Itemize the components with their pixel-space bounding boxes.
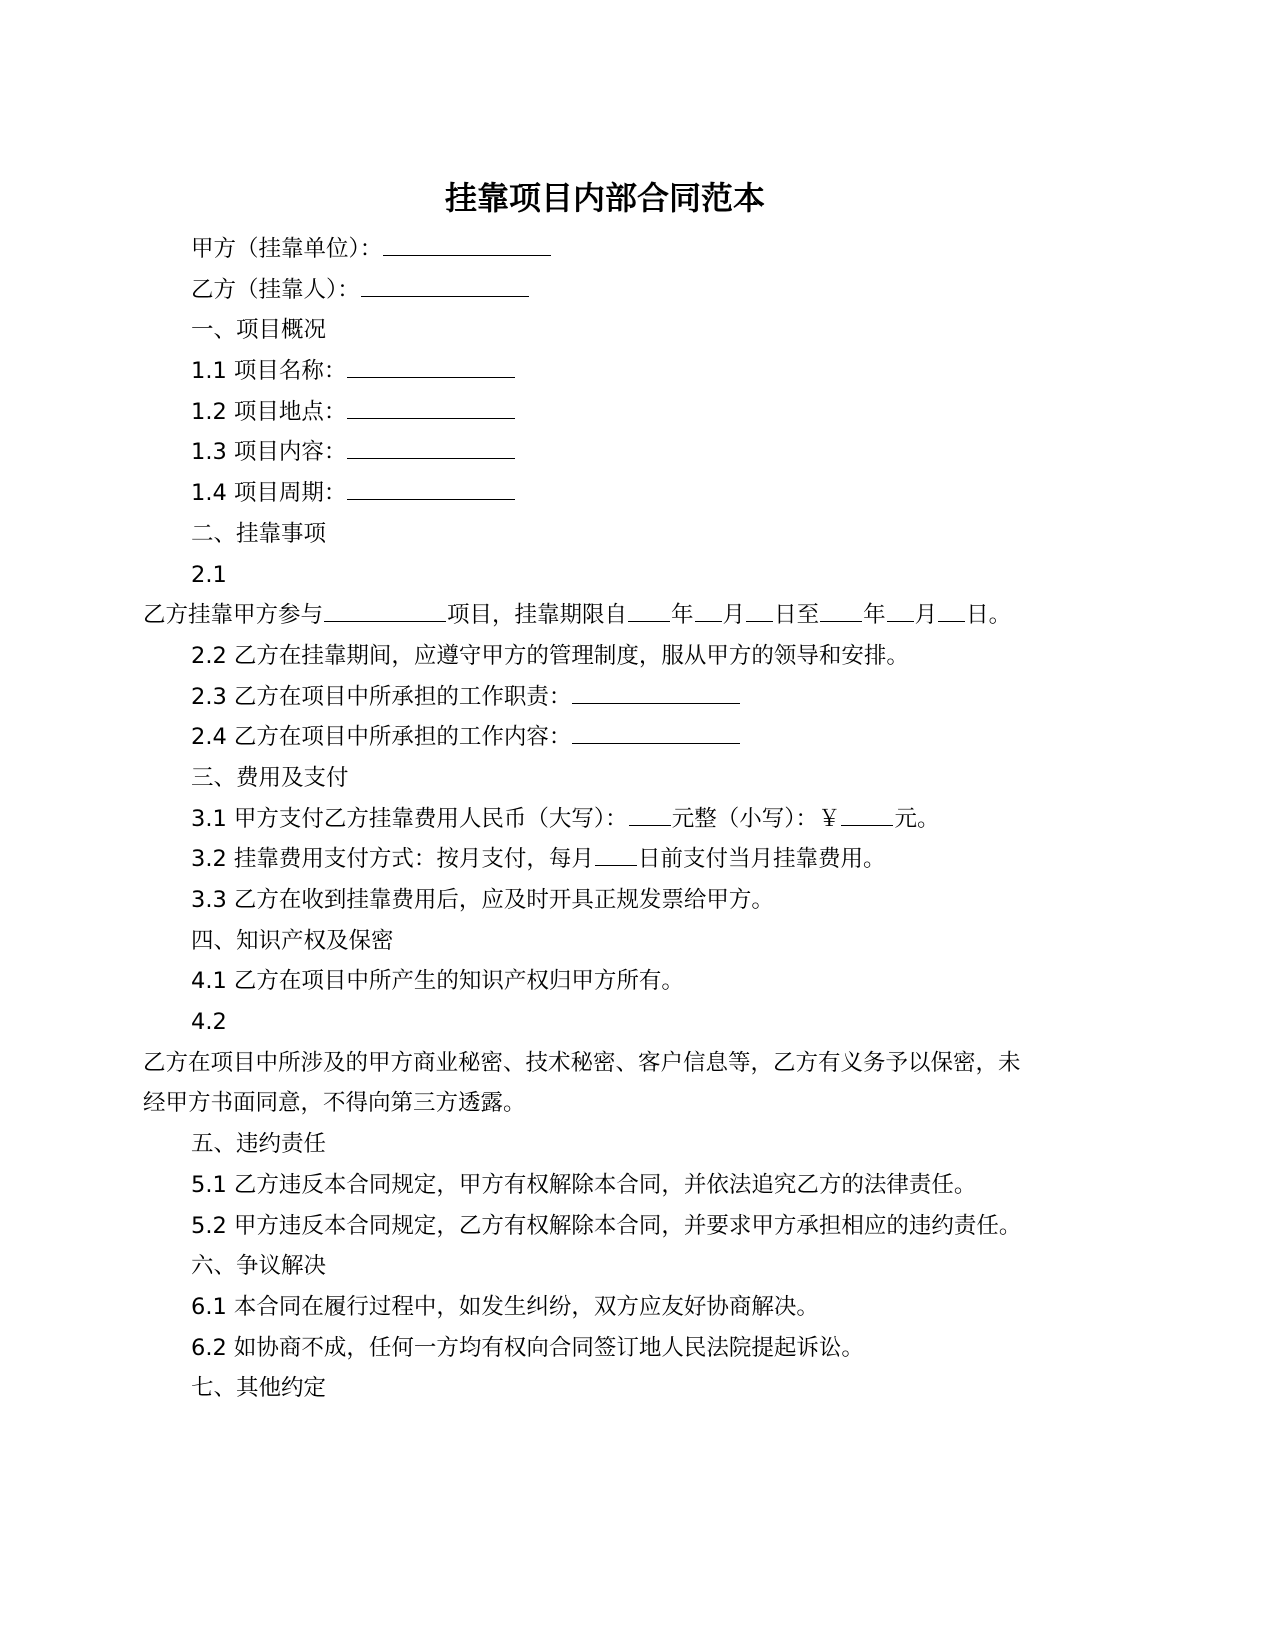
item-3-1	[143, 799, 1123, 840]
item-2-3-label: 2.3 乙方在项目中所承担的工作职责：	[191, 683, 572, 710]
project-blank[interactable]	[324, 595, 446, 622]
amount-number-blank[interactable]	[841, 799, 893, 826]
section-6-heading: 六、争议解决	[191, 1253, 327, 1280]
end-day-blank[interactable]	[938, 595, 965, 622]
start-day-blank[interactable]	[746, 595, 773, 622]
item-2-3	[143, 677, 1123, 718]
section-7-heading: 七、其他约定	[191, 1375, 327, 1402]
item-4-2-line-2: 经甲方书面同意，不得向第三方透露。	[143, 1090, 526, 1117]
work-content-blank[interactable]	[572, 717, 740, 744]
start-month-blank[interactable]	[695, 595, 722, 622]
amount-uppercase-blank[interactable]	[629, 799, 671, 826]
item-3-2-part: 3.2 挂靠费用支付方式：按月支付，每月	[191, 846, 594, 873]
item-2-4	[143, 717, 1123, 758]
item-2-1-part: 月	[722, 602, 746, 629]
start-year-blank[interactable]	[628, 595, 670, 622]
section-1-heading: 一、项目概况	[191, 317, 327, 344]
section-4-heading: 四、知识产权及保密	[191, 927, 394, 954]
item-4-2-line-1: 乙方在项目中所涉及的甲方商业秘密、技术秘密、客户信息等，乙方有义务予以保密，未	[143, 1049, 1021, 1076]
item-2-1-number: 2.1	[191, 561, 227, 588]
item-5-2: 5.2 甲方违反本合同规定，乙方有权解除本合同，并要求甲方承担相应的违约责任。	[191, 1212, 1022, 1239]
item-3-3: 3.3 乙方在收到挂靠费用后，应及时开具正规发票给甲方。	[191, 887, 774, 913]
item-1-2	[143, 392, 1123, 433]
item-2-4-label: 2.4 乙方在项目中所承担的工作内容：	[191, 724, 572, 751]
item-3-1-part: 元。	[894, 805, 940, 832]
item-3-1-part: 3.1 甲方支付乙方挂靠费用人民币（大写）：	[191, 805, 628, 832]
item-2-1-part: 日至	[774, 602, 820, 629]
payment-day-blank[interactable]	[595, 839, 637, 866]
item-5-1: 5.1 乙方违反本合同规定，甲方有权解除本合同，并依法追究乙方的法律责任。	[191, 1171, 977, 1198]
item-1-3	[143, 432, 1123, 473]
item-4-1: 4.1 乙方在项目中所产生的知识产权归甲方所有。	[191, 968, 684, 995]
item-4-2-number: 4.2	[191, 1009, 227, 1036]
project-location-blank[interactable]	[347, 392, 515, 419]
end-month-blank[interactable]	[887, 595, 914, 622]
item-2-1-part: 年	[671, 602, 694, 629]
item-2-1-part: 项目，挂靠期限自	[447, 602, 628, 629]
item-3-1-part: 元整（小写）：￥	[671, 805, 841, 832]
item-6-1: 6.1 本合同在履行过程中，如发生纠纷，双方应友好协商解决。	[191, 1293, 819, 1320]
party-a-line	[143, 229, 1123, 270]
section-2-heading: 二、挂靠事项	[191, 520, 327, 547]
item-2-1-part: 月	[914, 602, 938, 629]
section-5-heading: 五、违约责任	[191, 1131, 327, 1158]
party-a-label: 甲方（挂靠单位）：	[191, 236, 383, 262]
section-3-heading: 三、费用及支付	[191, 764, 349, 791]
item-1-4-label: 1.4 项目周期：	[191, 480, 347, 507]
item-2-1-part: 乙方挂靠甲方参与	[143, 602, 324, 629]
project-content-blank[interactable]	[347, 432, 515, 459]
item-2-2: 2.2 乙方在挂靠期间，应遵守甲方的管理制度，服从甲方的领导和安排。	[191, 642, 909, 669]
party-b-line	[143, 270, 1123, 311]
project-period-blank[interactable]	[347, 473, 515, 500]
item-2-1-part: 日。	[966, 602, 1012, 629]
party-b-blank[interactable]	[361, 270, 529, 297]
duties-blank[interactable]	[572, 677, 740, 704]
party-b-label: 乙方（挂靠人）：	[191, 276, 360, 303]
end-year-blank[interactable]	[820, 595, 862, 622]
item-3-2-part: 日前支付当月挂靠费用。	[637, 846, 886, 873]
project-name-blank[interactable]	[347, 351, 515, 378]
item-6-2: 6.2 如协商不成，任何一方均有权向合同签订地人民法院提起诉讼。	[191, 1334, 864, 1361]
item-3-2	[143, 839, 1123, 880]
document-title: 挂靠项目内部合同范本	[444, 179, 765, 217]
item-1-3-label: 1.3 项目内容：	[191, 439, 347, 466]
item-2-1-text	[143, 595, 1123, 636]
item-1-4	[143, 473, 1123, 514]
item-1-1	[143, 351, 1123, 392]
item-1-1-label: 1.1 项目名称：	[191, 358, 347, 385]
document-body	[143, 229, 1123, 1409]
party-a-blank[interactable]	[383, 229, 551, 256]
item-1-2-label: 1.2 项目地点：	[191, 398, 347, 425]
item-2-1-part: 年	[863, 602, 886, 629]
